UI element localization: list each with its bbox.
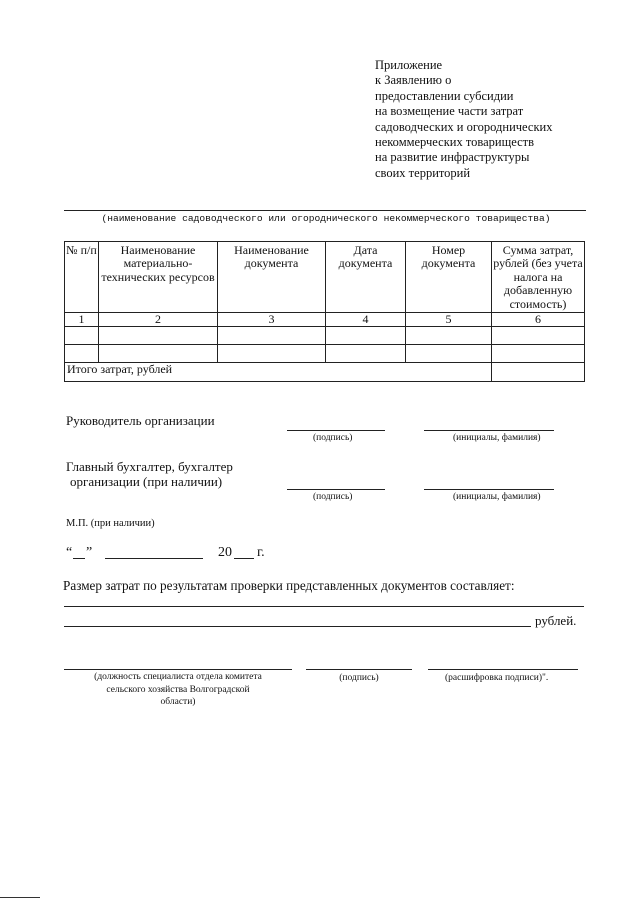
org-name-line: [64, 210, 586, 211]
table-cell[interactable]: [65, 345, 99, 363]
table-cell[interactable]: [492, 327, 585, 345]
caption-line: области): [160, 697, 196, 707]
table-cell[interactable]: [326, 345, 406, 363]
caption-line: (должность специалиста отдела комитета: [94, 672, 262, 682]
table-cell[interactable]: [218, 327, 326, 345]
specialist-position-line[interactable]: [64, 669, 292, 670]
table-row-column-numbers: [65, 313, 585, 327]
appendix-line: Приложение: [375, 58, 443, 72]
table-header-row: [65, 242, 585, 313]
column-number: 1: [65, 313, 99, 327]
specialist-decoding-caption: (расшифровка подписи)".: [445, 673, 549, 683]
table-cell[interactable]: [99, 345, 218, 363]
total-label: Итого затрат, рублей: [65, 363, 492, 382]
verification-line-2[interactable]: [64, 626, 531, 627]
accountant-label-line1: Главный бухгалтер, бухгалтер: [66, 459, 233, 474]
head-initials-line[interactable]: [424, 430, 554, 431]
verification-text: Размер затрат по результатам проверки представленных документов составляет:: [63, 578, 515, 593]
table-row: [65, 345, 585, 363]
header-cell-document-date: Дата документа: [326, 242, 406, 313]
stamp-label: М.П. (при наличии): [66, 518, 155, 529]
table-cell[interactable]: [65, 327, 99, 345]
column-number: 5: [406, 313, 492, 327]
org-name-caption: (наименование садоводческого или огороднического некоммерческого товарищества): [101, 213, 551, 224]
date-close-quote: ”: [86, 545, 93, 560]
appendix-line: садоводческих и огороднических: [375, 119, 553, 134]
appendix-header: [375, 58, 605, 181]
column-number: 6: [492, 313, 585, 327]
specialist-decoding-line[interactable]: [428, 669, 578, 670]
accountant-signature-caption: (подпись): [313, 492, 353, 502]
specialist-position-caption: [64, 671, 292, 709]
accountant-label-line2: организации (при наличии): [70, 474, 223, 489]
table-cell[interactable]: [406, 327, 492, 345]
head-label: Руководитель организации: [66, 413, 215, 428]
date-day-line[interactable]: [73, 558, 85, 559]
appendix-line: предоставлении субсидии: [375, 88, 514, 103]
date-year-suffix: г.: [257, 545, 265, 560]
appendix-line: своих территорий: [375, 165, 471, 180]
table-row: [65, 327, 585, 345]
table-cell[interactable]: [492, 345, 585, 363]
date-open-quote: “: [66, 545, 73, 560]
column-number: 3: [218, 313, 326, 327]
caption-line: сельского хозяйства Волгоградской: [106, 684, 250, 695]
appendix-line: к Заявлению о: [375, 73, 452, 88]
header-cell-resources: Наименование материально-технических ресурсов: [99, 242, 218, 313]
table-cell[interactable]: [218, 345, 326, 363]
table-cell[interactable]: [406, 345, 492, 363]
scan-edge-mark: [0, 897, 40, 898]
appendix-line: на развитие инфраструктуры: [375, 150, 530, 165]
column-number: 2: [99, 313, 218, 327]
appendix-line: на возмещение части затрат: [375, 104, 524, 119]
specialist-signature-line[interactable]: [306, 669, 412, 670]
column-number: 4: [326, 313, 406, 327]
date-year-line[interactable]: [234, 558, 254, 559]
rubles-label: рублей.: [535, 613, 577, 628]
table-cell[interactable]: [99, 327, 218, 345]
accountant-initials-caption: (инициалы, фамилия): [453, 492, 541, 502]
head-initials-caption: (инициалы, фамилия): [453, 433, 541, 443]
header-cell-cost-sum: Сумма затрат, рублей (без учета налога на добавленную стоимость): [493, 243, 583, 311]
head-signature-caption: (подпись): [313, 433, 353, 443]
costs-table: [64, 241, 585, 382]
total-value-cell[interactable]: [492, 363, 585, 382]
date-year-prefix: 20: [218, 545, 232, 560]
accountant-initials-line[interactable]: [424, 489, 554, 490]
header-cell-document-number: Номер документа: [406, 242, 492, 313]
table-row-total: [65, 363, 585, 382]
specialist-signature-caption: (подпись): [339, 673, 379, 683]
verification-line-1[interactable]: [64, 606, 584, 607]
date-month-line[interactable]: [105, 558, 203, 559]
header-cell-number: № п/п: [65, 242, 99, 313]
head-signature-line[interactable]: [287, 430, 385, 431]
header-cell-document-name: Наименование документа: [218, 242, 326, 313]
appendix-line: некоммерческих товариществ: [375, 135, 534, 150]
table-cell[interactable]: [326, 327, 406, 345]
accountant-signature-line[interactable]: [287, 489, 385, 490]
